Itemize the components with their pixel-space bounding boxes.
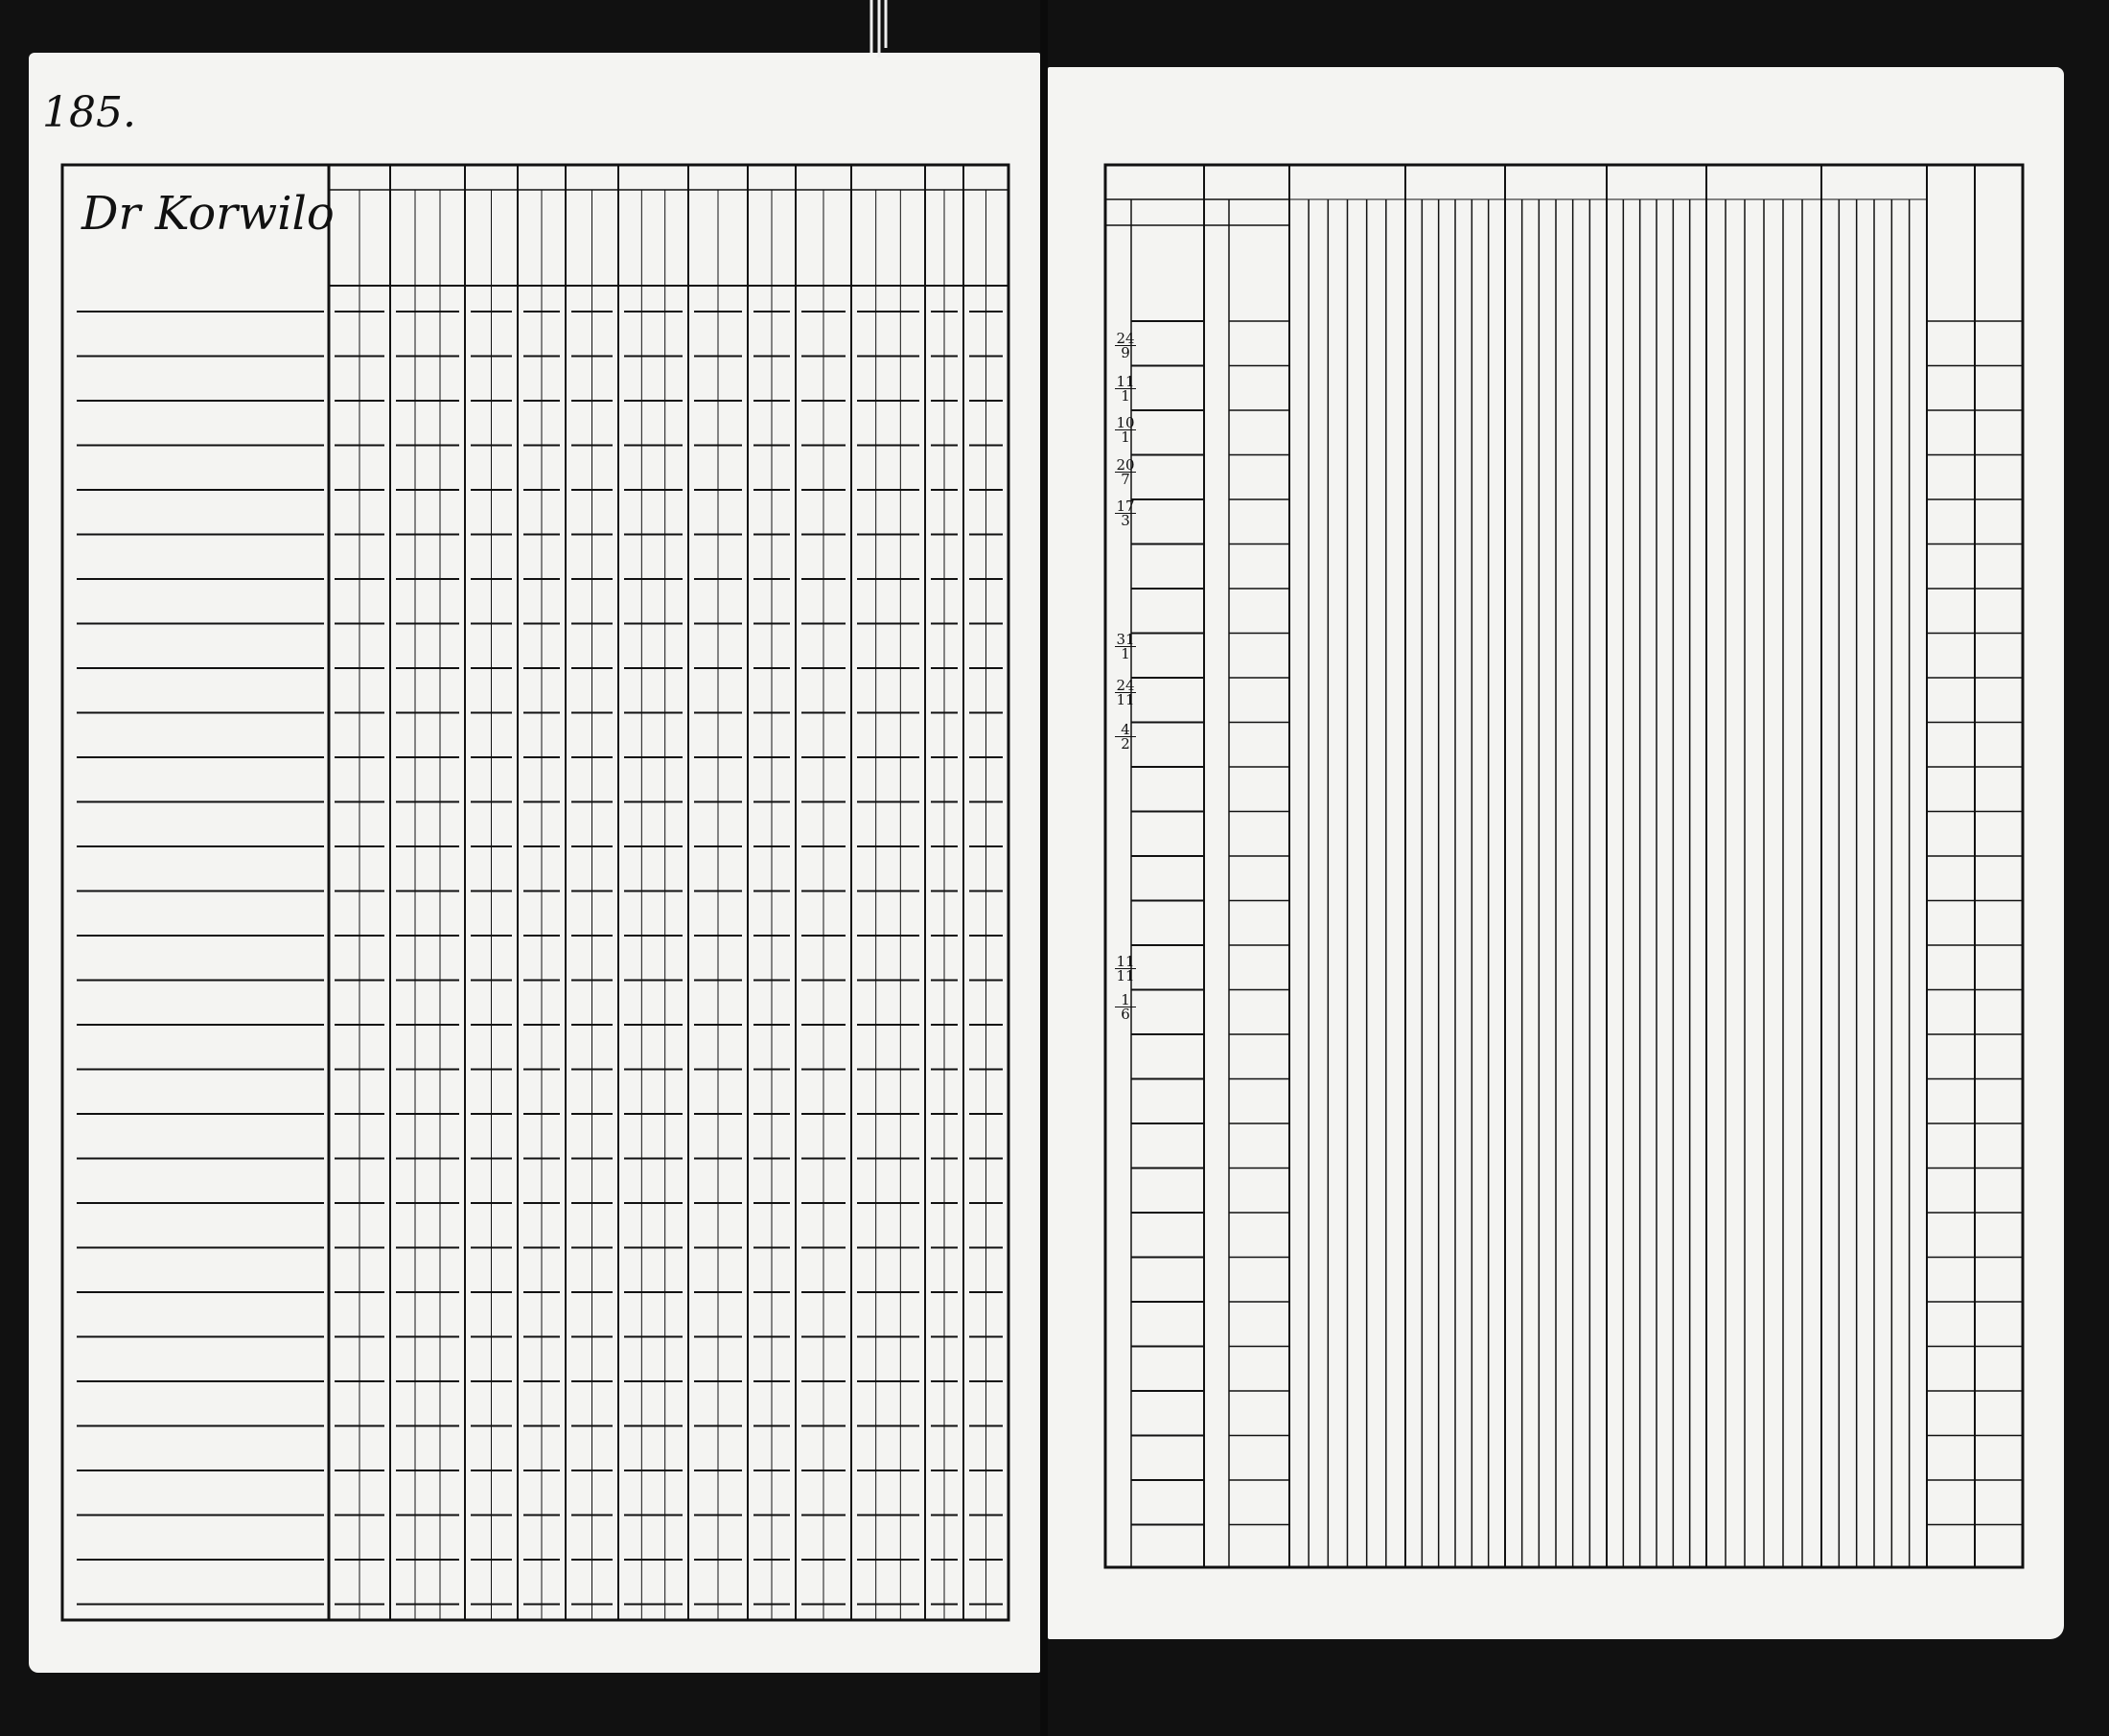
birth-day-month	[1115, 955, 1136, 983]
birth-month: 2	[1115, 736, 1136, 751]
birth-month: 9	[1115, 345, 1136, 359]
birth-month: 11	[1116, 691, 1135, 708]
birth-day: 31	[1116, 631, 1135, 648]
birth-day: 20	[1116, 456, 1135, 474]
birth-month: 6	[1115, 1007, 1136, 1021]
birth-day-month	[1115, 332, 1136, 359]
birth-month: 1	[1115, 429, 1136, 444]
birth-day-month	[1115, 723, 1136, 751]
household-name: Dr Korwilo	[81, 187, 335, 241]
birth-day: 10	[1116, 414, 1135, 431]
birth-month: 1	[1115, 646, 1136, 660]
birth-day-month	[1115, 458, 1136, 486]
birth-day-month	[1115, 416, 1136, 444]
birth-day-month	[1115, 375, 1136, 403]
birth-day: 17	[1116, 498, 1135, 515]
birth-day: 24	[1116, 677, 1135, 694]
birth-day: 24	[1116, 330, 1135, 347]
birth-day-month	[1115, 499, 1136, 527]
birth-day-month	[1115, 679, 1136, 706]
birth-month: 11	[1116, 967, 1135, 984]
birth-month: 3	[1115, 513, 1136, 527]
page-number: 185.	[42, 88, 136, 137]
birth-day: 4	[1121, 721, 1130, 738]
birth-day: 11	[1116, 953, 1135, 970]
birth-day: 11	[1116, 373, 1135, 390]
birth-day-month	[1115, 633, 1136, 660]
right-table-border	[1105, 165, 2023, 1567]
birth-day-month	[1115, 993, 1136, 1021]
birth-month: 1	[1115, 388, 1136, 403]
birth-day: 1	[1121, 991, 1130, 1008]
birth-month: 7	[1115, 472, 1136, 486]
